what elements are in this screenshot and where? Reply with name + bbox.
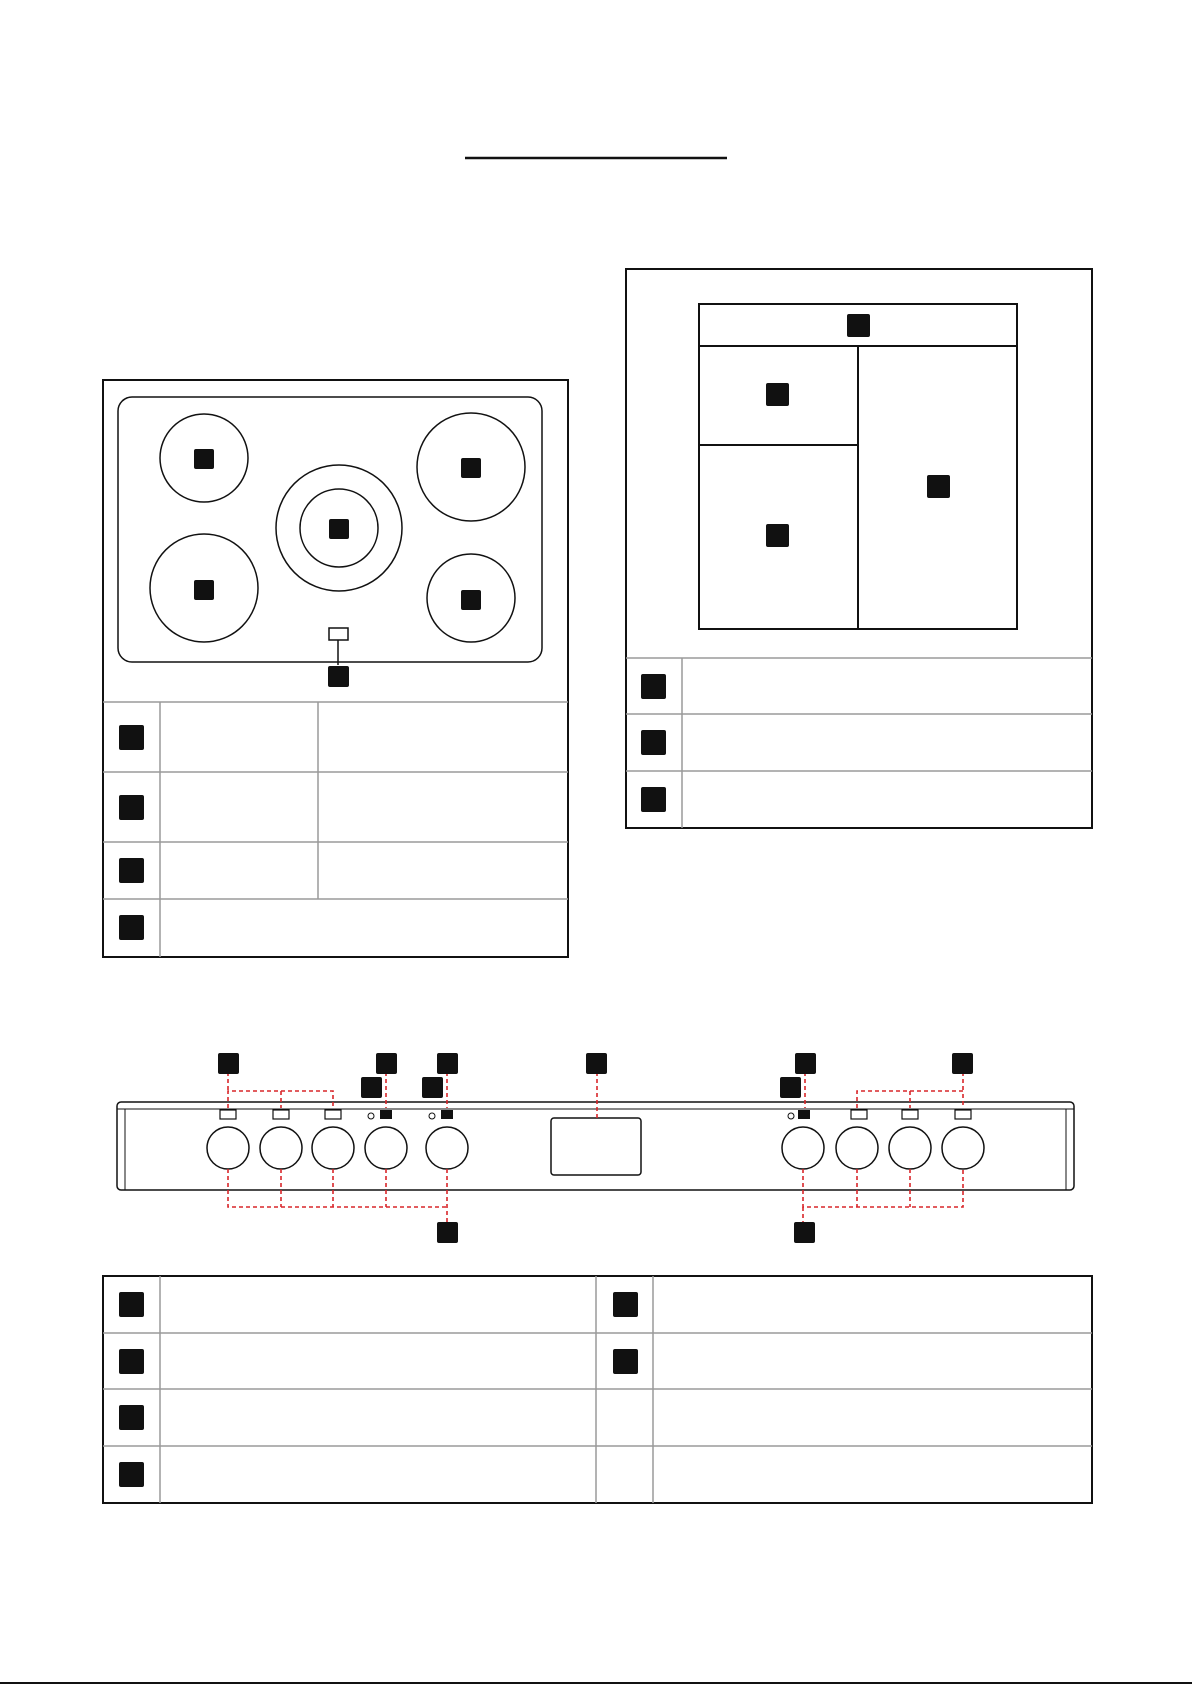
callout-right-function: [795, 1053, 816, 1074]
knob-left-3: [312, 1127, 354, 1169]
callout-right-knobs: [794, 1222, 815, 1243]
label-zone-bottom-left: [194, 580, 214, 600]
label-zone-top-left: [194, 449, 214, 469]
hob-legend-key-3: [119, 858, 144, 883]
callout-indicator-2: [422, 1077, 443, 1098]
panel-legend-key-2: [119, 1349, 144, 1374]
knob-right-1: [782, 1127, 824, 1169]
callout-left-knobs: [437, 1222, 458, 1243]
panel-display: [551, 1118, 641, 1175]
knob-left-1: [207, 1127, 249, 1169]
indicator-light-icon: [429, 1113, 435, 1119]
label-top-section: [847, 314, 870, 337]
knob-left-2: [260, 1127, 302, 1169]
knob-left-5: [426, 1127, 468, 1169]
label-lower-left-cavity: [766, 524, 789, 547]
callout-display: [586, 1053, 607, 1074]
oven-legend-key-3: [641, 787, 666, 812]
label-right-cavity: [927, 475, 950, 498]
callout-right-zones: [952, 1053, 973, 1074]
panel-legend-key-4: [119, 1462, 144, 1487]
callout-thermostat: [437, 1053, 458, 1074]
oven-function-icon: [441, 1110, 453, 1119]
hob-legend-key-4: [119, 915, 144, 940]
label-zone-top-right: [461, 458, 481, 478]
callout-left-zones: [218, 1053, 239, 1074]
label-hob-indicator: [328, 666, 349, 687]
hob-zone-symbol-icon: [955, 1110, 971, 1119]
hob-zone-symbol-icon: [851, 1110, 867, 1119]
indicator-light-icon: [788, 1113, 794, 1119]
indicator-light-icon: [368, 1113, 374, 1119]
callout-indicator-3: [780, 1077, 801, 1098]
hob-zone-symbol-icon: [325, 1110, 341, 1119]
hob-zone-symbol-icon: [902, 1110, 918, 1119]
hob-legend: [103, 702, 568, 957]
oven-legend-key-2: [641, 730, 666, 755]
panel-legend: [103, 1276, 1092, 1503]
panel-leader-lines: [228, 1072, 963, 1222]
panel-legend-key-3: [119, 1405, 144, 1430]
hob-legend-key-1: [119, 725, 144, 750]
panel-callouts: [218, 1053, 973, 1243]
callout-indicator-1: [361, 1077, 382, 1098]
hob-zone-symbol-icon: [273, 1110, 289, 1119]
panel-legend-key-5: [613, 1292, 638, 1317]
oven-legend: [626, 658, 1092, 828]
oven-function-icon: [380, 1110, 392, 1119]
hob-control-indicator: [329, 628, 348, 640]
panel-legend-key-6: [613, 1349, 638, 1374]
knob-left-4: [365, 1127, 407, 1169]
callout-oven-function: [376, 1053, 397, 1074]
hob-zone-symbol-icon: [220, 1110, 236, 1119]
oven-function-icon: [798, 1110, 810, 1119]
knob-right-3: [889, 1127, 931, 1169]
label-zone-center: [329, 519, 349, 539]
oven-diagram: [626, 269, 1092, 828]
oven-legend-key-1: [641, 674, 666, 699]
hob-diagram: [103, 380, 568, 957]
label-upper-left-cavity: [766, 383, 789, 406]
panel-legend-key-1: [119, 1292, 144, 1317]
knob-right-2: [836, 1127, 878, 1169]
label-zone-bottom-right: [461, 590, 481, 610]
hob-legend-key-2: [119, 795, 144, 820]
control-panel: [117, 1053, 1074, 1243]
knob-right-4: [942, 1127, 984, 1169]
